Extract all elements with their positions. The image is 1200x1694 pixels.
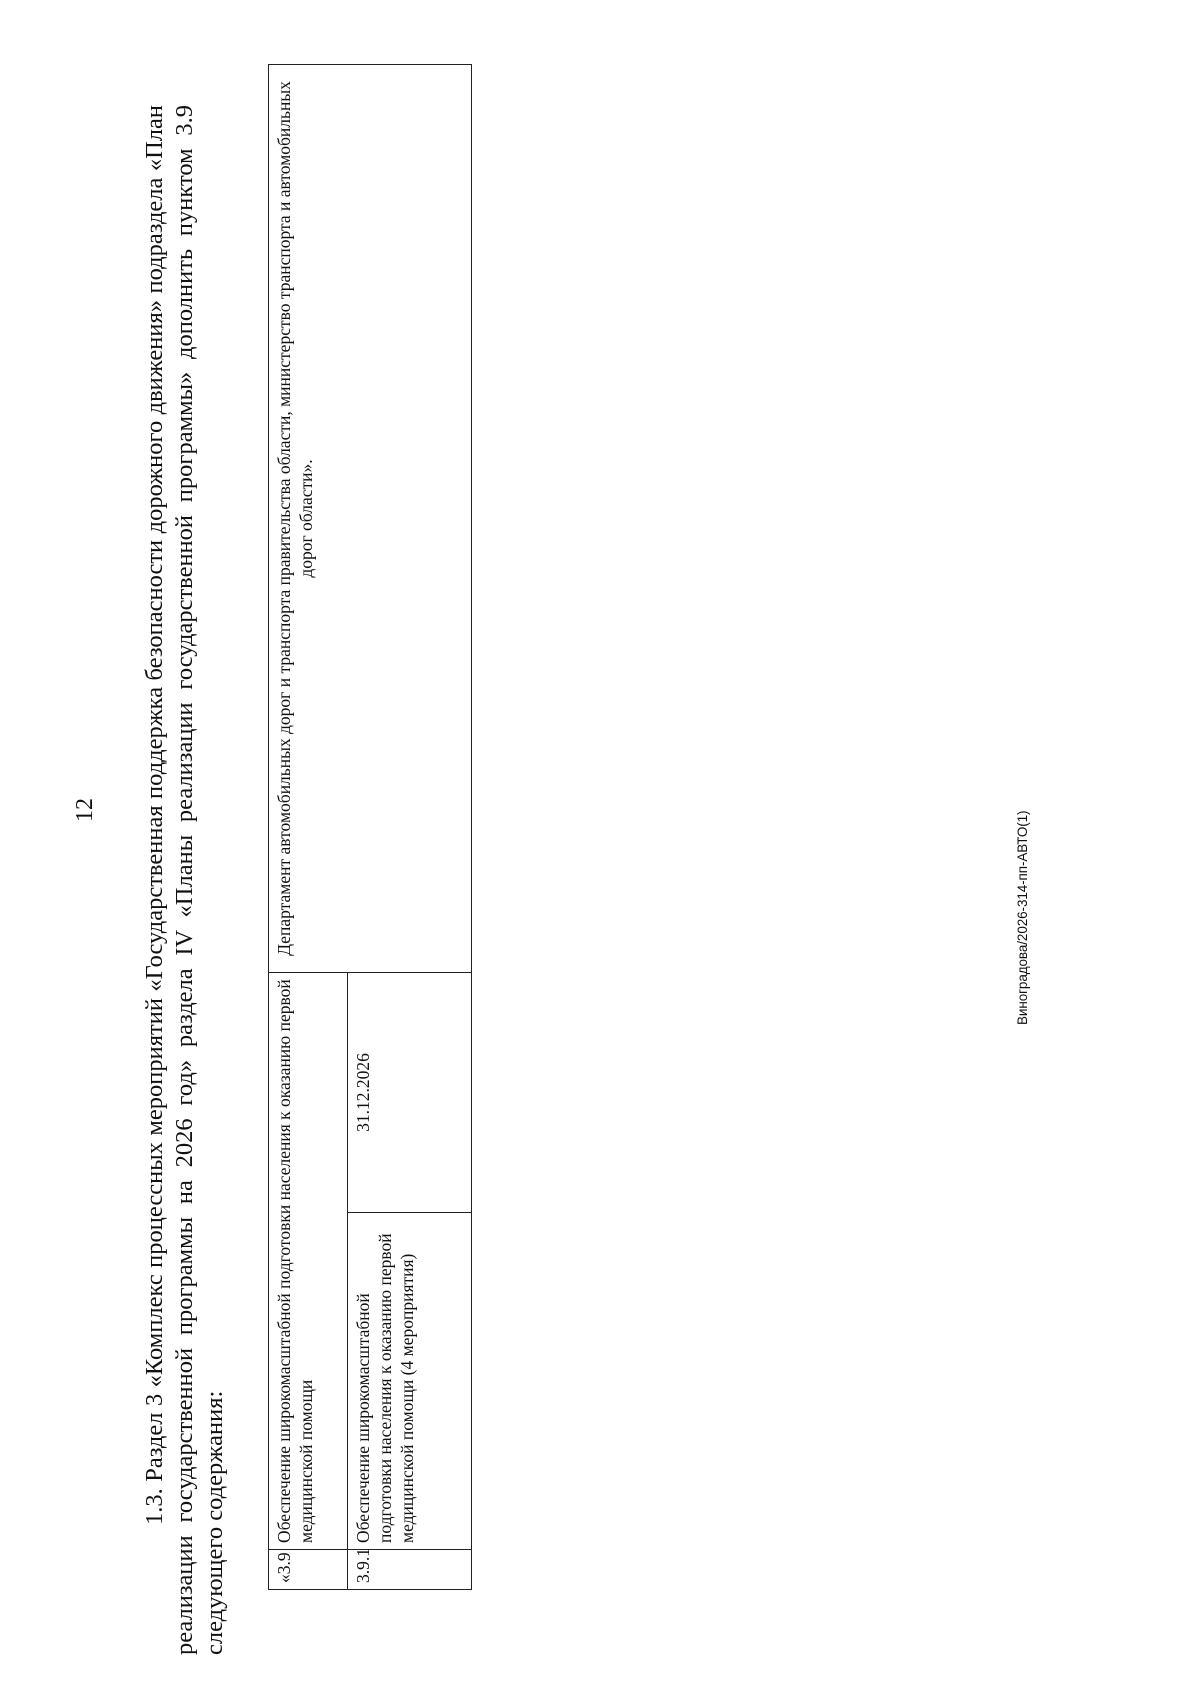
row-3-9-1-date: 31.12.2026	[348, 973, 472, 1213]
table-row	[269, 65, 348, 1590]
row-3-9-1-number: 3.9.1	[348, 1550, 472, 1590]
row-3-9-number: «3.9	[269, 1550, 348, 1590]
page-number: 12	[72, 798, 98, 822]
intro-paragraph-block	[140, 105, 230, 1655]
intro-paragraph: 1.3. Раздел 3 «Комплекс процессных мероприятий «Государственная поддержка безопасности дорожного движения» подраздела «План реализации государственной программы на 2026 год» раздела IV «Планы реализации государственной программы» дополнить пунктом 3.9 следующего содержания:	[141, 105, 228, 1655]
row-3-9-title: Обеспечение широкомасштабной подготовки населения к оказанию первой медицинской помощи	[269, 973, 348, 1550]
row-3-9-responsible: Департамент автомобильных дорог и транспорта правительства области, министерство транспорта и автомобильных дорог области».	[269, 65, 472, 973]
row-3-9-1-title: Обеспечение широкомасштабной подготовки населения к оказанию первой медицинской помощи (4 мероприятия)	[348, 1213, 472, 1550]
plan-table	[268, 65, 472, 1590]
plan-table-grid	[268, 64, 472, 1590]
document-code: Виноградова/2026-314-пп-АВТО(1)	[1015, 810, 1030, 1025]
